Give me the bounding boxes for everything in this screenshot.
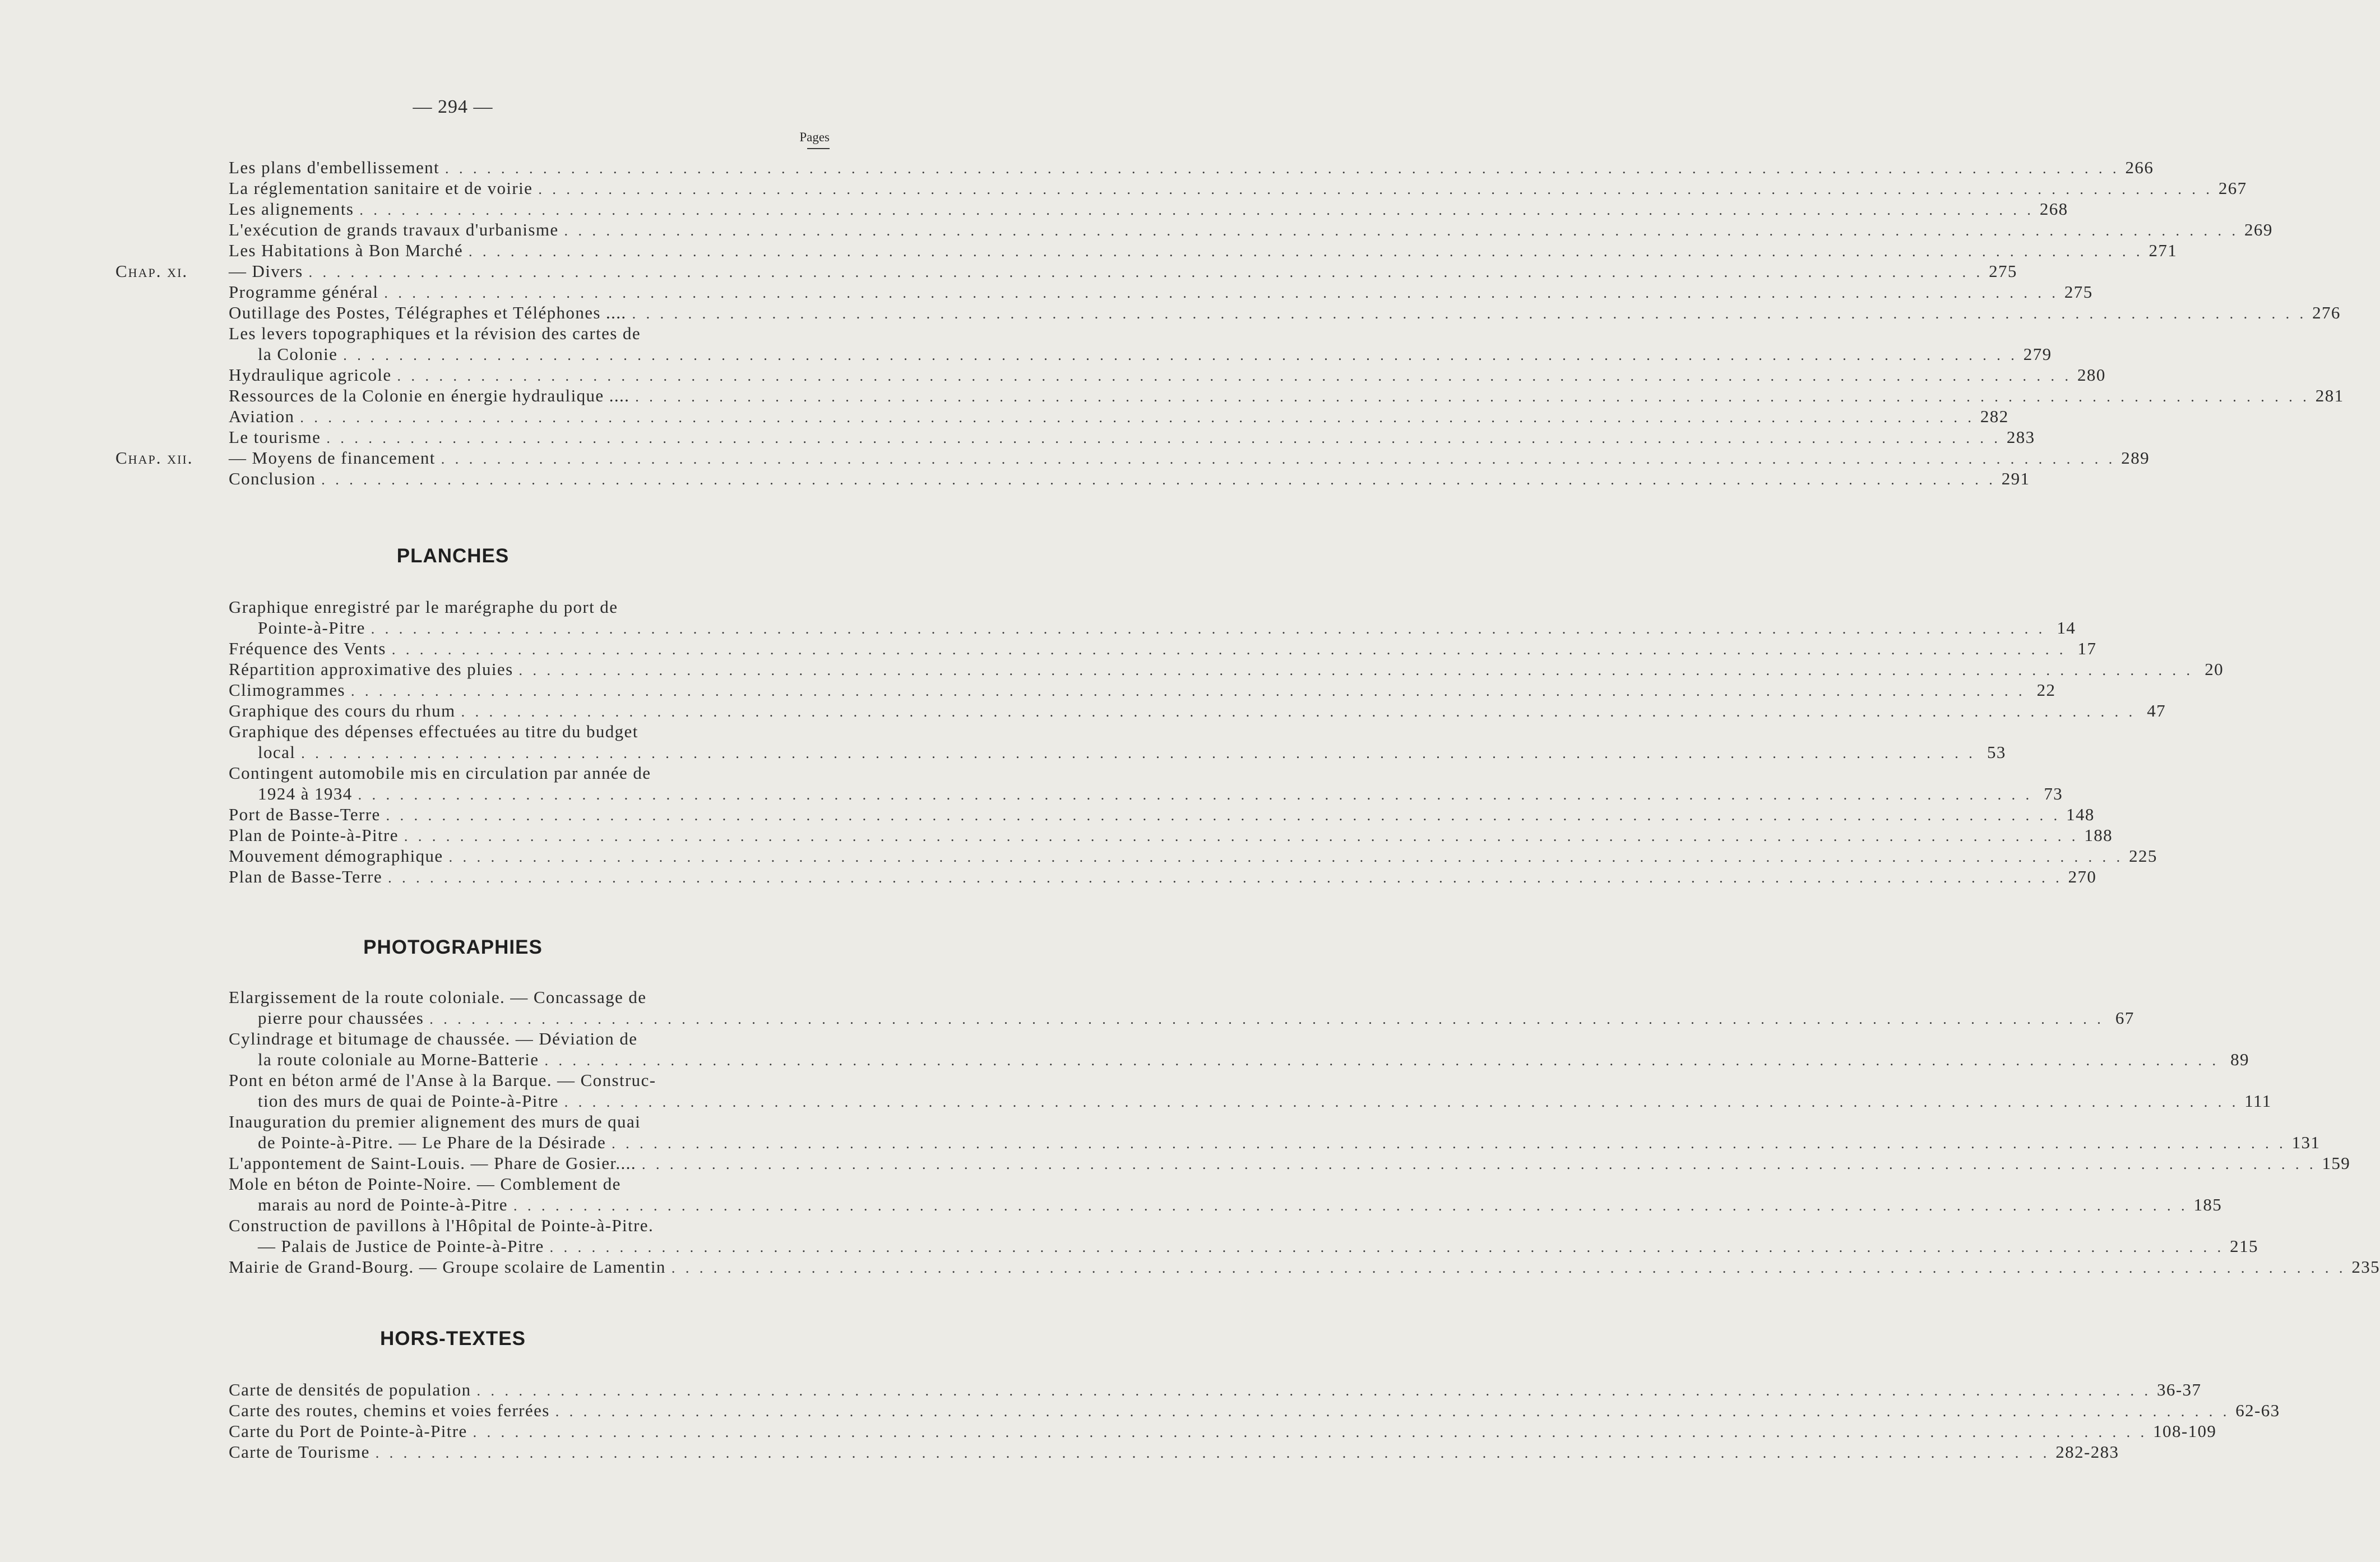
toc-entry [229, 1008, 2134, 1028]
entry-title: marais au nord de Pointe-à-Pitre [258, 1195, 508, 1214]
entry-page: 271 [2149, 241, 2178, 260]
toc-entry [229, 1049, 2249, 1070]
photographies-heading: PHOTOGRAPHIES [363, 936, 543, 958]
dot-leader: . . . . . . . . . . . . . . . . . . . . . . . . . . . . . . . . . . . . . . . . . . . . . . . . . . . . . . . . . . . . . . . . . . . . . . . . . . . . . . . . . . . . . . . . . . . . . . . . . . . . . . . . . . . . . . . . . . . . . . . . [301, 745, 1976, 761]
entry-page: 275 [1989, 261, 2017, 281]
dot-leader: . . . . . . . . . . . . . . . . . . . . . . . . . . . . . . . . . . . . . . . . . . . . . . . . . . . . . . . . . . . . . . . . . . . . . . . . . . . . . . . . . . . . . . . . . . . . . . . . . . . . . . . . . . . . . . . . . . . . . . . . [473, 1424, 2148, 1440]
entry-page: 275 [2064, 282, 2093, 302]
toc-entry [229, 240, 2178, 261]
entry-title: — Moyens de financement [229, 448, 436, 468]
toc-entry-line [229, 762, 830, 783]
entry-page: 111 [2244, 1091, 2272, 1111]
entry-page: 47 [2147, 701, 2166, 720]
entry-title: Mairie de Grand-Bourg. — Groupe scolaire de Lamentin [229, 1257, 666, 1277]
chapter-label: Chap. xii. [115, 448, 193, 468]
entry-page: 159 [2322, 1153, 2351, 1173]
entry-title: Mole en béton de Pointe-Noire. — Comblement de [229, 1174, 621, 1194]
toc-entry [229, 198, 2068, 219]
entry-title: la Colonie [258, 344, 338, 364]
entry-title: Aviation [229, 406, 295, 426]
toc-entry [229, 700, 2166, 721]
pages-column-header: Pages [799, 130, 830, 144]
dot-leader: . . . . . . . . . . . . . . . . . . . . . . . . . . . . . . . . . . . . . . . . . . . . . . . . . . . . . . . . . . . . . . . . . . . . . . . . . . . . . . . . . . . . . . . . . . . . . . . . . . . . . . . . . . . . . . . . . . . . . . . . [635, 389, 2310, 405]
dot-leader: . . . . . . . . . . . . . . . . . . . . . . . . . . . . . . . . . . . . . . . . . . . . . . . . . . . . . . . . . . . . . . . . . . . . . . . . . . . . . . . . . . . . . . . . . . . . . . . . . . . . . . . . . . . . . . . . . . . . . . . . [404, 828, 2079, 844]
entry-page: 289 [2121, 448, 2150, 468]
dot-leader: . . . . . . . . . . . . . . . . . . . . . . . . . . . . . . . . . . . . . . . . . . . . . . . . . . . . . . . . . . . . . . . . . . . . . . . . . . . . . . . . . . . . . . . . . . . . . . . . . . . . . . . . . . . . . . . . . . . . . . . . [671, 1260, 2346, 1276]
entry-title: Pointe-à-Pitre [258, 618, 365, 637]
entry-page: 131 [2291, 1133, 2321, 1152]
dot-leader: . . . . . . . . . . . . . . . . . . . . . . . . . . . . . . . . . . . . . . . . . . . . . . . . . . . . . . . . . . . . . . . . . . . . . . . . . . . . . . . . . . . . . . . . . . . . . . . . . . . . . . . . . . . . . . . . . . . . . . . . [544, 1052, 2219, 1069]
entry-title: Carte de densités de population [229, 1380, 471, 1399]
entry-title: Ressources de la Colonie en énergie hydraulique .... [229, 386, 630, 405]
toc-entry [229, 866, 2097, 887]
entry-title: Contingent automobile mis en circulation par année de [229, 763, 651, 783]
dot-leader: . . . . . . . . . . . . . . . . . . . . . . . . . . . . . . . . . . . . . . . . . . . . . . . . . . . . . . . . . . . . . . . . . . . . . . . . . . . . . . . . . . . . . . . . . . . . . . . . . . . . . . . . . . . . . . . . . . . . . . . . [384, 285, 2059, 301]
entry-title: pierre pour chaussées [258, 1008, 424, 1028]
toc-entry [229, 178, 2247, 198]
dot-leader: . . . . . . . . . . . . . . . . . . . . . . . . . . . . . . . . . . . . . . . . . . . . . . . . . . . . . . . . . . . . . . . . . . . . . . . . . . . . . . . . . . . . . . . . . . . . . . . . . . . . . . . . . . . . . . . . . . . . . . . . [564, 223, 2239, 239]
toc-entry [229, 1236, 2258, 1256]
entry-title: Graphique des cours du rhum [229, 701, 456, 720]
entry-title: Les levers topographiques et la révision des cartes de [229, 324, 641, 343]
entry-page: 20 [2205, 659, 2224, 679]
entry-page: 235 [2351, 1257, 2380, 1277]
entry-page: 67 [2115, 1008, 2134, 1028]
toc-entry [229, 344, 2052, 364]
entry-title: de Pointe-à-Pitre. — Le Phare de la Désirade [258, 1133, 606, 1152]
toc-entry-line [229, 1070, 830, 1090]
entry-title: la route coloniale au Morne-Batterie [258, 1050, 539, 1069]
dot-leader: . . . . . . . . . . . . . . . . . . . . . . . . . . . . . . . . . . . . . . . . . . . . . . . . . . . . . . . . . . . . . . . . . . . . . . . . . . . . . . . . . . . . . . . . . . . . . . . . . . . . . . . . . . . . . . . . . . . . . . . . [343, 347, 2018, 363]
toc-entry [229, 680, 2056, 700]
entry-title: tion des murs de quai de Pointe-à-Pitre [258, 1091, 559, 1111]
entry-page: 267 [2218, 178, 2247, 198]
toc-entry [229, 804, 2095, 825]
entry-title: Carte des routes, chemins et voies ferrées [229, 1401, 550, 1420]
entry-page: 266 [2125, 158, 2154, 177]
entry-title: 1924 à 1934 [258, 784, 353, 803]
entry-page: 73 [2044, 784, 2063, 803]
entry-page: 53 [1987, 742, 2006, 762]
entry-title: Programme général [229, 282, 379, 302]
toc-entry [229, 1132, 2321, 1153]
hors-textes-section [229, 1379, 2280, 1462]
dot-leader: . . . . . . . . . . . . . . . . . . . . . . . . . . . . . . . . . . . . . . . . . . . . . . . . . . . . . . . . . . . . . . . . . . . . . . . . . . . . . . . . . . . . . . . . . . . . . . . . . . . . . . . . . . . . . . . . . . . . . . . . [555, 1403, 2230, 1420]
entry-page: 188 [2084, 825, 2113, 845]
entry-title: Construction de pavillons à l'Hôpital de Pointe-à-Pitre. [229, 1216, 654, 1235]
entry-page: 279 [2023, 344, 2052, 364]
entry-page: 14 [2057, 618, 2076, 637]
dot-leader: . . . . . . . . . . . . . . . . . . . . . . . . . . . . . . . . . . . . . . . . . . . . . . . . . . . . . . . . . . . . . . . . . . . . . . . . . . . . . . . . . . . . . . . . . . . . . . . . . . . . . . . . . . . . . . . . . . . . . . . . [461, 704, 2136, 720]
entry-title: Port de Basse-Terre [229, 805, 381, 824]
dot-leader: . . . . . . . . . . . . . . . . . . . . . . . . . . . . . . . . . . . . . . . . . . . . . . . . . . . . . . . . . . . . . . . . . . . . . . . . . . . . . . . . . . . . . . . . . . . . . . . . . . . . . . . . . . . . . . . . . . . . . . . . [468, 243, 2143, 260]
entry-page: 225 [2129, 846, 2157, 866]
toc-section [115, 157, 2344, 489]
toc-entry [229, 406, 2009, 427]
entry-page: 22 [2036, 680, 2056, 700]
entry-title: Carte du Port de Pointe-à-Pitre [229, 1421, 467, 1441]
entry-page: 281 [2315, 386, 2344, 405]
page-number: — 294 — [413, 96, 493, 117]
entry-title: Conclusion [229, 469, 316, 488]
dot-leader: . . . . . . . . . . . . . . . . . . . . . . . . . . . . . . . . . . . . . . . . . . . . . . . . . . . . . . . . . . . . . . . . . . . . . . . . . . . . . . . . . . . . . . . . . . . . . . . . . . . . . . . . . . . . . . . . . . . . . . . . [642, 1156, 2317, 1172]
dot-leader: . . . . . . . . . . . . . . . . . . . . . . . . . . . . . . . . . . . . . . . . . . . . . . . . . . . . . . . . . . . . . . . . . . . . . . . . . . . . . . . . . . . . . . . . . . . . . . . . . . . . . . . . . . . . . . . . . . . . . . . . [612, 1135, 2286, 1152]
dot-leader: . . . . . . . . . . . . . . . . . . . . . . . . . . . . . . . . . . . . . . . . . . . . . . . . . . . . . . . . . . . . . . . . . . . . . . . . . . . . . . . . . . . . . . . . . . . . . . . . . . . . . . . . . . . . . . . . . . . . . . . . [371, 621, 2046, 637]
toc-entry [229, 1153, 2351, 1173]
toc-entry-line [229, 1215, 830, 1236]
entry-page: 148 [2066, 805, 2095, 824]
entry-title: Inauguration du premier alignement des murs de quai [229, 1112, 641, 1131]
toc-entry [229, 468, 2030, 489]
toc-entry [229, 825, 2113, 845]
toc-entry-line [229, 597, 830, 617]
entry-title: Plan de Pointe-à-Pitre [229, 825, 399, 845]
entry-page: 282-283 [2055, 1442, 2119, 1462]
entry-title: L'appontement de Saint-Louis. — Phare de Gosier.... [229, 1153, 636, 1173]
dot-leader: . . . . . . . . . . . . . . . . . . . . . . . . . . . . . . . . . . . . . . . . . . . . . . . . . . . . . . . . . . . . . . . . . . . . . . . . . . . . . . . . . . . . . . . . . . . . . . . . . . . . . . . . . . . . . . . . . . . . . . . . [350, 683, 2026, 699]
toc-entry [229, 364, 2106, 385]
dot-leader: . . . . . . . . . . . . . . . . . . . . . . . . . . . . . . . . . . . . . . . . . . . . . . . . . . . . . . . . . . . . . . . . . . . . . . . . . . . . . . . . . . . . . . . . . . . . . . . . . . . . . . . . . . . . . . . . . . . . . . . . [386, 807, 2061, 824]
entry-title: Les plans d'embellissement [229, 158, 440, 177]
entry-page: 270 [2068, 867, 2097, 886]
entry-title: Carte de Tourisme [229, 1442, 370, 1462]
toc-entry [115, 261, 2017, 281]
entry-title: Cylindrage et bitumage de chaussée. — Déviation de [229, 1029, 638, 1048]
dot-leader: . . . . . . . . . . . . . . . . . . . . . . . . . . . . . . . . . . . . . . . . . . . . . . . . . . . . . . . . . . . . . . . . . . . . . . . . . . . . . . . . . . . . . . . . . . . . . . . . . . . . . . . . . . . . . . . . . . . . . . . . [632, 306, 2307, 322]
entry-title: — Palais de Justice de Pointe-à-Pitre [258, 1236, 544, 1256]
toc-entry [229, 1256, 2380, 1277]
toc-entry-line [229, 1111, 830, 1132]
entry-title: local [258, 742, 296, 762]
photographies-section [229, 987, 2380, 1277]
entry-title: La réglementation sanitaire et de voirie [229, 178, 533, 198]
entry-title: Plan de Basse-Terre [229, 867, 383, 886]
pages-header-rule [807, 148, 830, 149]
toc-entry [229, 281, 2093, 302]
entry-title: Les alignements [229, 199, 354, 219]
entry-title: L'exécution de grands travaux d'urbanisme [229, 220, 559, 239]
toc-entry-line [229, 323, 830, 344]
hors-textes-heading: HORS-TEXTES [380, 1328, 526, 1350]
chapter-label: Chap. xi. [115, 261, 188, 281]
toc-entry [229, 638, 2097, 659]
entry-page: 280 [2077, 365, 2106, 385]
entry-page: 17 [2077, 639, 2097, 658]
toc-entry [229, 742, 2006, 762]
toc-entry [115, 447, 2150, 468]
dot-leader: . . . . . . . . . . . . . . . . . . . . . . . . . . . . . . . . . . . . . . . . . . . . . . . . . . . . . . . . . . . . . . . . . . . . . . . . . . . . . . . . . . . . . . . . . . . . . . . . . . . . . . . . . . . . . . . . . . . . . . . . [441, 451, 2116, 467]
dot-leader: . . . . . . . . . . . . . . . . . . . . . . . . . . . . . . . . . . . . . . . . . . . . . . . . . . . . . . . . . . . . . . . . . . . . . . . . . . . . . . . . . . . . . . . . . . . . . . . . . . . . . . . . . . . . . . . . . . . . . . . . [397, 368, 2072, 384]
dot-leader: . . . . . . . . . . . . . . . . . . . . . . . . . . . . . . . . . . . . . . . . . . . . . . . . . . . . . . . . . . . . . . . . . . . . . . . . . . . . . . . . . . . . . . . . . . . . . . . . . . . . . . . . . . . . . . . . . . . . . . . . [308, 264, 1984, 280]
toc-entry [229, 845, 2157, 866]
entry-title: Outillage des Postes, Télégraphes et Téléphones .... [229, 303, 627, 322]
toc-entry [229, 302, 2341, 323]
toc-entry [229, 1400, 2280, 1421]
entry-title: Pont en béton armé de l'Anse à la Barque. — Construc- [229, 1070, 656, 1090]
entry-page: 283 [2006, 427, 2035, 447]
entry-title: Hydraulique agricole [229, 365, 392, 385]
entry-title: Les Habitations à Bon Marché [229, 241, 463, 260]
entry-page: 268 [2039, 199, 2068, 219]
toc-entry-line [229, 1173, 830, 1194]
entry-page: 276 [2312, 303, 2341, 322]
planches-heading: PLANCHES [396, 545, 510, 567]
toc-entry [229, 157, 2154, 178]
dot-leader: . . . . . . . . . . . . . . . . . . . . . . . . . . . . . . . . . . . . . . . . . . . . . . . . . . . . . . . . . . . . . . . . . . . . . . . . . . . . . . . . . . . . . . . . . . . . . . . . . . . . . . . . . . . . . . . . . . . . . . . . [326, 430, 2001, 446]
entry-page: 269 [2244, 220, 2273, 239]
dot-leader: . . . . . . . . . . . . . . . . . . . . . . . . . . . . . . . . . . . . . . . . . . . . . . . . . . . . . . . . . . . . . . . . . . . . . . . . . . . . . . . . . . . . . . . . . . . . . . . . . . . . . . . . . . . . . . . . . . . . . . . . [445, 160, 2120, 177]
toc-entry [229, 1441, 2119, 1462]
entry-page: 108-109 [2153, 1421, 2217, 1441]
entry-title: Répartition approximative des pluies [229, 659, 513, 679]
dot-leader: . . . . . . . . . . . . . . . . . . . . . . . . . . . . . . . . . . . . . . . . . . . . . . . . . . . . . . . . . . . . . . . . . . . . . . . . . . . . . . . . . . . . . . . . . . . . . . . . . . . . . . . . . . . . . . . . . . . . . . . . [358, 787, 2033, 803]
toc-entry-line [229, 721, 830, 742]
entry-page: 215 [2230, 1236, 2258, 1256]
dot-leader: . . . . . . . . . . . . . . . . . . . . . . . . . . . . . . . . . . . . . . . . . . . . . . . . . . . . . . . . . . . . . . . . . . . . . . . . . . . . . . . . . . . . . . . . . . . . . . . . . . . . . . . . . . . . . . . . . . . . . . . . [549, 1239, 2225, 1255]
dot-leader: . . . . . . . . . . . . . . . . . . . . . . . . . . . . . . . . . . . . . . . . . . . . . . . . . . . . . . . . . . . . . . . . . . . . . . . . . . . . . . . . . . . . . . . . . . . . . . . . . . . . . . . . . . . . . . . . . . . . . . . . [375, 1445, 2050, 1461]
toc-entry-line [229, 1028, 830, 1049]
toc-entry [229, 427, 2035, 447]
entry-page: 89 [2230, 1050, 2249, 1069]
entry-title: Le tourisme [229, 427, 321, 447]
dot-leader: . . . . . . . . . . . . . . . . . . . . . . . . . . . . . . . . . . . . . . . . . . . . . . . . . . . . . . . . . . . . . . . . . . . . . . . . . . . . . . . . . . . . . . . . . . . . . . . . . . . . . . . . . . . . . . . . . . . . . . . . [391, 641, 2067, 658]
entry-title: Elargissement de la route coloniale. — Concassage de [229, 987, 647, 1007]
toc-entry [229, 1194, 2222, 1215]
dot-leader: . . . . . . . . . . . . . . . . . . . . . . . . . . . . . . . . . . . . . . . . . . . . . . . . . . . . . . . . . . . . . . . . . . . . . . . . . . . . . . . . . . . . . . . . . . . . . . . . . . . . . . . . . . . . . . . . . . . . . . . . [518, 662, 2194, 678]
dot-leader: . . . . . . . . . . . . . . . . . . . . . . . . . . . . . . . . . . . . . . . . . . . . . . . . . . . . . . . . . . . . . . . . . . . . . . . . . . . . . . . . . . . . . . . . . . . . . . . . . . . . . . . . . . . . . . . . . . . . . . . . [564, 1094, 2239, 1110]
toc-entry [229, 1090, 2272, 1111]
dot-leader: . . . . . . . . . . . . . . . . . . . . . . . . . . . . . . . . . . . . . . . . . . . . . . . . . . . . . . . . . . . . . . . . . . . . . . . . . . . . . . . . . . . . . . . . . . . . . . . . . . . . . . . . . . . . . . . . . . . . . . . . [448, 849, 2124, 865]
toc-entry [229, 1379, 2202, 1400]
entry-title: Graphique des dépenses effectuées au titre du budget [229, 722, 638, 741]
toc-entry [229, 659, 2224, 680]
entry-page: 291 [2001, 469, 2030, 488]
toc-entry [229, 385, 2344, 406]
dot-leader: . . . . . . . . . . . . . . . . . . . . . . . . . . . . . . . . . . . . . . . . . . . . . . . . . . . . . . . . . . . . . . . . . . . . . . . . . . . . . . . . . . . . . . . . . . . . . . . . . . . . . . . . . . . . . . . . . . . . . . . . [388, 870, 2063, 886]
entry-title: — Divers [229, 261, 303, 281]
entry-title: Graphique enregistré par le marégraphe du port de [229, 597, 618, 617]
toc-entry [229, 1421, 2217, 1441]
entry-page: 282 [1980, 406, 2009, 426]
entry-title: Climogrammes [229, 680, 345, 700]
toc-entry-line [229, 987, 830, 1008]
dot-leader: . . . . . . . . . . . . . . . . . . . . . . . . . . . . . . . . . . . . . . . . . . . . . . . . . . . . . . . . . . . . . . . . . . . . . . . . . . . . . . . . . . . . . . . . . . . . . . . . . . . . . . . . . . . . . . . . . . . . . . . . [429, 1011, 2104, 1027]
dot-leader: . . . . . . . . . . . . . . . . . . . . . . . . . . . . . . . . . . . . . . . . . . . . . . . . . . . . . . . . . . . . . . . . . . . . . . . . . . . . . . . . . . . . . . . . . . . . . . . . . . . . . . . . . . . . . . . . . . . . . . . . [538, 181, 2213, 197]
entry-page: 185 [2193, 1195, 2222, 1214]
dot-leader: . . . . . . . . . . . . . . . . . . . . . . . . . . . . . . . . . . . . . . . . . . . . . . . . . . . . . . . . . . . . . . . . . . . . . . . . . . . . . . . . . . . . . . . . . . . . . . . . . . . . . . . . . . . . . . . . . . . . . . . . [359, 202, 2034, 218]
dot-leader: . . . . . . . . . . . . . . . . . . . . . . . . . . . . . . . . . . . . . . . . . . . . . . . . . . . . . . . . . . . . . . . . . . . . . . . . . . . . . . . . . . . . . . . . . . . . . . . . . . . . . . . . . . . . . . . . . . . . . . . . [513, 1198, 2188, 1214]
dot-leader: . . . . . . . . . . . . . . . . . . . . . . . . . . . . . . . . . . . . . . . . . . . . . . . . . . . . . . . . . . . . . . . . . . . . . . . . . . . . . . . . . . . . . . . . . . . . . . . . . . . . . . . . . . . . . . . . . . . . . . . . [321, 472, 1996, 488]
entry-title: Fréquence des Vents [229, 639, 386, 658]
entry-title: Mouvement démographique [229, 846, 443, 866]
toc-entry [229, 219, 2273, 240]
entry-page: 36-37 [2157, 1380, 2202, 1399]
toc-entry [229, 617, 2076, 638]
planches-section [229, 597, 2224, 887]
dot-leader: . . . . . . . . . . . . . . . . . . . . . . . . . . . . . . . . . . . . . . . . . . . . . . . . . . . . . . . . . . . . . . . . . . . . . . . . . . . . . . . . . . . . . . . . . . . . . . . . . . . . . . . . . . . . . . . . . . . . . . . . [300, 409, 1975, 426]
toc-entry [229, 783, 2063, 804]
dot-leader: . . . . . . . . . . . . . . . . . . . . . . . . . . . . . . . . . . . . . . . . . . . . . . . . . . . . . . . . . . . . . . . . . . . . . . . . . . . . . . . . . . . . . . . . . . . . . . . . . . . . . . . . . . . . . . . . . . . . . . . . [476, 1383, 2152, 1399]
entry-page: 62-63 [2235, 1401, 2280, 1420]
